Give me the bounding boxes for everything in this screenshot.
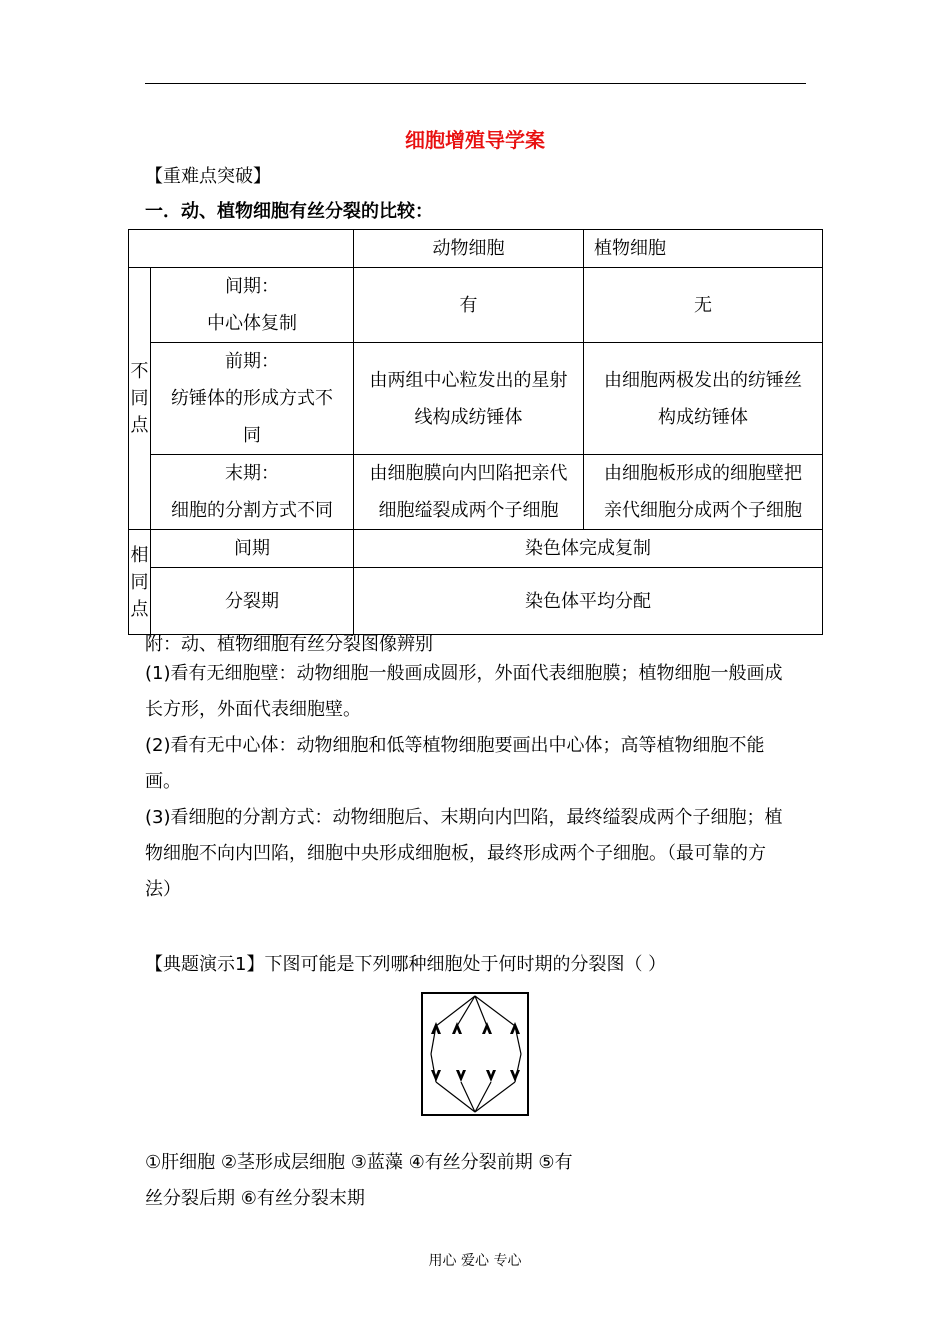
example-options-line-1: ①肝细胞 ②茎形成层细胞 ③蓝藻 ④有丝分裂前期 ⑤有 xyxy=(145,1152,573,1173)
row-interphase-plant: 无 xyxy=(584,268,823,343)
row-telophase-animal: 由细胞膜向内凹陷把亲代 细胞缢裂成两个子细胞 xyxy=(354,455,584,530)
header-rule xyxy=(145,83,806,84)
cell-division-diagram xyxy=(421,992,529,1116)
group-same: 相 同 点 xyxy=(129,530,151,635)
appendix-item-3: (3)看细胞的分割方式：动物细胞后、末期向内凹陷，最终缢裂成两个子细胞；植 物细胞不向内凹陷，细胞中央形成细胞板，最终形成两个子细胞。（最可靠的方 法） xyxy=(145,807,783,900)
page-footer: 用心 爱心 专心 xyxy=(428,1253,522,1269)
same-division-value: 染色体平均分配 xyxy=(354,568,823,635)
appendix-title: 附：动、植物细胞有丝分裂图像辨别 xyxy=(145,634,433,655)
same-interphase-value: 染色体完成复制 xyxy=(354,530,823,568)
table-corner-cell xyxy=(129,230,354,268)
same-interphase-label: 间期 xyxy=(151,530,354,568)
row-interphase-label: 间期： 中心体复制 xyxy=(151,268,354,343)
header-plant: 植物细胞 xyxy=(584,230,823,268)
group-different: 不 同 点 xyxy=(129,268,151,530)
row-interphase-animal: 有 xyxy=(354,268,584,343)
example-question: 【典题演示1】下图可能是下列哪种细胞处于何时期的分裂图（ ） xyxy=(145,954,667,975)
page-title: 细胞增殖导学案 xyxy=(405,128,545,152)
heading-comparison: 一．动、植物细胞有丝分裂的比较： xyxy=(145,201,433,222)
section-header: 【重难点突破】 xyxy=(145,166,271,187)
row-telophase-label: 末期： 细胞的分割方式不同 xyxy=(151,455,354,530)
appendix-item-2: (2)看有无中心体：动物细胞和低等植物细胞要画出中心体；高等植物细胞不能 画。 xyxy=(145,735,765,792)
same-division-label: 分裂期 xyxy=(151,568,354,635)
example-options-line-2: 丝分裂后期 ⑥有丝分裂末期 xyxy=(145,1188,365,1209)
comparison-table xyxy=(128,229,823,635)
row-prophase-animal: 由两组中心粒发出的星射 线构成纺锤体 xyxy=(354,343,584,455)
row-prophase-plant: 由细胞两极发出的纺锤丝 构成纺锤体 xyxy=(584,343,823,455)
row-telophase-plant: 由细胞板形成的细胞壁把 亲代细胞分成两个子细胞 xyxy=(584,455,823,530)
row-prophase-label: 前期： 纺锤体的形成方式不 同 xyxy=(151,343,354,455)
appendix-item-1: (1)看有无细胞壁：动物细胞一般画成圆形，外面代表细胞膜；植物细胞一般画成 长方形，外面代表细胞壁。 xyxy=(145,663,783,720)
header-animal: 动物细胞 xyxy=(354,230,584,268)
